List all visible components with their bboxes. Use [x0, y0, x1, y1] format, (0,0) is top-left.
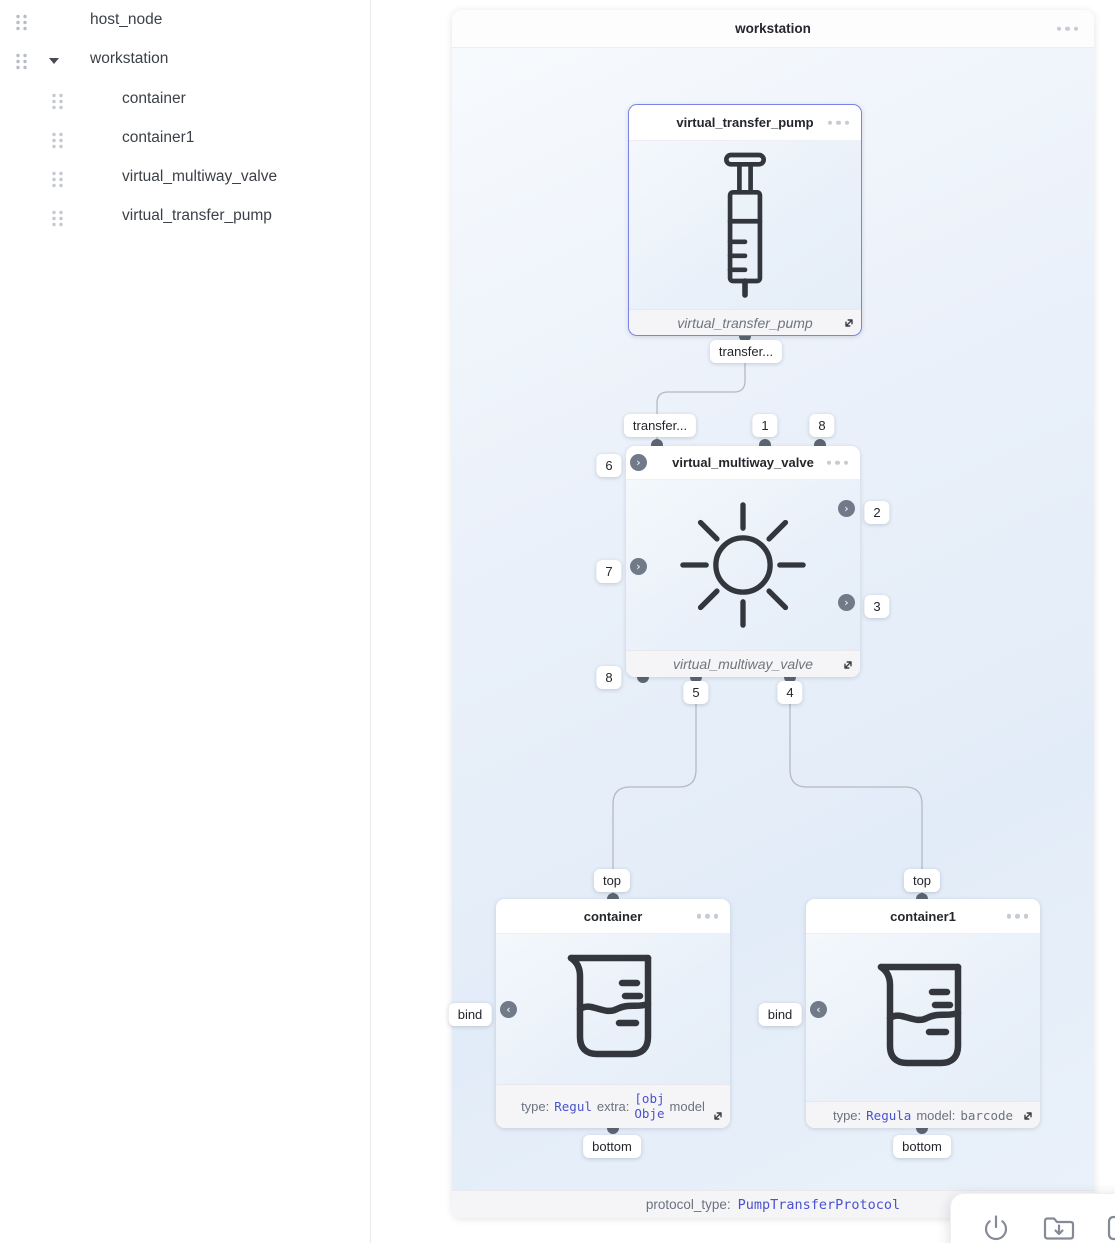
pump-node-footer	[629, 309, 861, 335]
drag-grip-icon[interactable]	[14, 13, 29, 32]
sidebar-item-virtual-multiway-valve[interactable]	[0, 163, 370, 195]
node-virtual-transfer-pump[interactable]	[628, 104, 862, 336]
port-label-valve-1: 1	[752, 414, 777, 437]
pump-node-header[interactable]	[629, 105, 861, 141]
caret-down-icon[interactable]	[49, 58, 59, 64]
container1-fields	[806, 1108, 1040, 1123]
chevron-right-port-2[interactable]: ›	[838, 500, 855, 517]
type-value: Regula	[866, 1107, 912, 1123]
container1-node-body	[806, 934, 1040, 1101]
workstation-group-header[interactable]	[452, 10, 1094, 48]
port-label-container1-top: top	[904, 869, 940, 892]
ellipsis-menu-icon[interactable]	[1007, 914, 1029, 919]
container-node-header[interactable]	[496, 899, 730, 934]
type-label: type:	[832, 1107, 862, 1123]
container1-node-header[interactable]	[806, 899, 1040, 934]
ellipsis-menu-icon[interactable]	[697, 914, 719, 919]
drag-grip-icon[interactable]	[50, 170, 65, 189]
drag-grip-icon[interactable]	[14, 52, 29, 71]
extra-label: extra:	[596, 1099, 630, 1114]
port-label-container-bottom: bottom	[583, 1135, 641, 1158]
port-label-container1-bind: bind	[759, 1003, 802, 1026]
node-tree-sidebar	[0, 0, 371, 1243]
sidebar-item-container[interactable]	[0, 85, 370, 117]
port-label-container1-bottom: bottom	[893, 1135, 951, 1158]
model-value: barcode	[960, 1107, 1014, 1123]
chevron-left-port-bind[interactable]: ‹	[500, 1001, 517, 1018]
protocol-type-label: protocol_type:	[645, 1197, 731, 1212]
container-node-title: container	[583, 908, 643, 924]
port-label-valve-8-top: 8	[809, 414, 834, 437]
port-label-valve-5: 5	[683, 681, 708, 704]
container-node-footer	[496, 1084, 730, 1128]
pump-footer-name: virtual_transfer_pump	[677, 314, 813, 331]
tree-item-label: virtual_transfer_pump	[122, 207, 272, 224]
port-label-valve-8-left: 8	[596, 666, 621, 689]
tree-item-label: workstation	[90, 50, 169, 67]
type-label: type:	[521, 1099, 550, 1114]
container1-node-footer	[806, 1101, 1040, 1128]
type-value: Regul	[554, 1099, 592, 1114]
port-label-valve-7: 7	[596, 560, 621, 583]
pump-node-title: virtual_transfer_pump	[676, 115, 814, 130]
drag-grip-icon[interactable]	[50, 92, 65, 111]
port-label-container-top: top	[594, 869, 630, 892]
port-label-valve-4: 4	[777, 681, 802, 704]
node-container1[interactable]	[806, 899, 1040, 1128]
resize-handle-icon[interactable]	[842, 316, 856, 330]
sidebar-item-workstation[interactable]	[0, 45, 370, 77]
resize-handle-icon[interactable]	[711, 1109, 725, 1123]
valve-node-body	[626, 480, 860, 650]
export-icon[interactable]	[1106, 1213, 1115, 1243]
chevron-right-port-3[interactable]: ›	[838, 594, 855, 611]
power-icon[interactable]	[981, 1213, 1011, 1243]
resize-handle-icon[interactable]	[841, 658, 855, 672]
valve-node-footer	[626, 650, 860, 677]
group-title: workstation	[735, 21, 811, 36]
node-virtual-multiway-valve[interactable]	[626, 446, 860, 677]
port-label-valve-2: 2	[864, 501, 889, 524]
model-label: model:	[916, 1107, 956, 1123]
sidebar-item-virtual-transfer-pump[interactable]	[0, 202, 370, 234]
tree-item-label: virtual_multiway_valve	[122, 168, 278, 185]
drag-grip-icon[interactable]	[50, 209, 65, 228]
tree-item-label: container	[122, 90, 186, 107]
beaker-icon	[563, 953, 663, 1065]
canvas-action-toolbar	[950, 1193, 1115, 1243]
container1-node-title: container1	[890, 908, 956, 924]
valve-icon	[680, 502, 806, 628]
node-container[interactable]	[496, 899, 730, 1128]
tree-item-label: host_node	[90, 11, 163, 28]
model-label: model	[669, 1099, 705, 1114]
container-node-body	[496, 934, 730, 1084]
ellipsis-menu-icon[interactable]	[827, 460, 849, 465]
port-label-container-bind: bind	[449, 1003, 492, 1026]
resize-handle-icon[interactable]	[1021, 1109, 1035, 1123]
sidebar-item-host-node[interactable]	[0, 6, 370, 38]
syringe-icon	[717, 150, 773, 300]
container-fields	[496, 1092, 730, 1121]
valve-node-header[interactable]	[626, 446, 860, 480]
port-label-valve-3: 3	[864, 595, 889, 618]
protocol-type-value: PumpTransferProtocol	[737, 1196, 901, 1213]
port-label-valve-6: 6	[596, 454, 621, 477]
pump-node-body	[629, 141, 861, 309]
beaker-icon	[873, 962, 973, 1074]
port-label-valve-transfer: transfer...	[624, 414, 696, 437]
ellipsis-menu-icon[interactable]	[1057, 26, 1079, 31]
chevron-right-port-6[interactable]: ›	[630, 454, 647, 471]
extra-value: [obj Obje	[634, 1091, 665, 1121]
folder-download-icon[interactable]	[1042, 1213, 1076, 1243]
ellipsis-menu-icon[interactable]	[828, 120, 850, 125]
valve-node-title: virtual_multiway_valve	[672, 455, 814, 470]
sidebar-item-container1[interactable]	[0, 124, 370, 156]
tree-item-label: container1	[122, 129, 195, 146]
chevron-left-port-bind[interactable]: ‹	[810, 1001, 827, 1018]
port-label-pump-transfer: transfer...	[710, 340, 782, 363]
valve-footer-name: virtual_multiway_valve	[672, 656, 814, 672]
drag-grip-icon[interactable]	[50, 131, 65, 150]
chevron-right-port-7[interactable]: ›	[630, 558, 647, 575]
